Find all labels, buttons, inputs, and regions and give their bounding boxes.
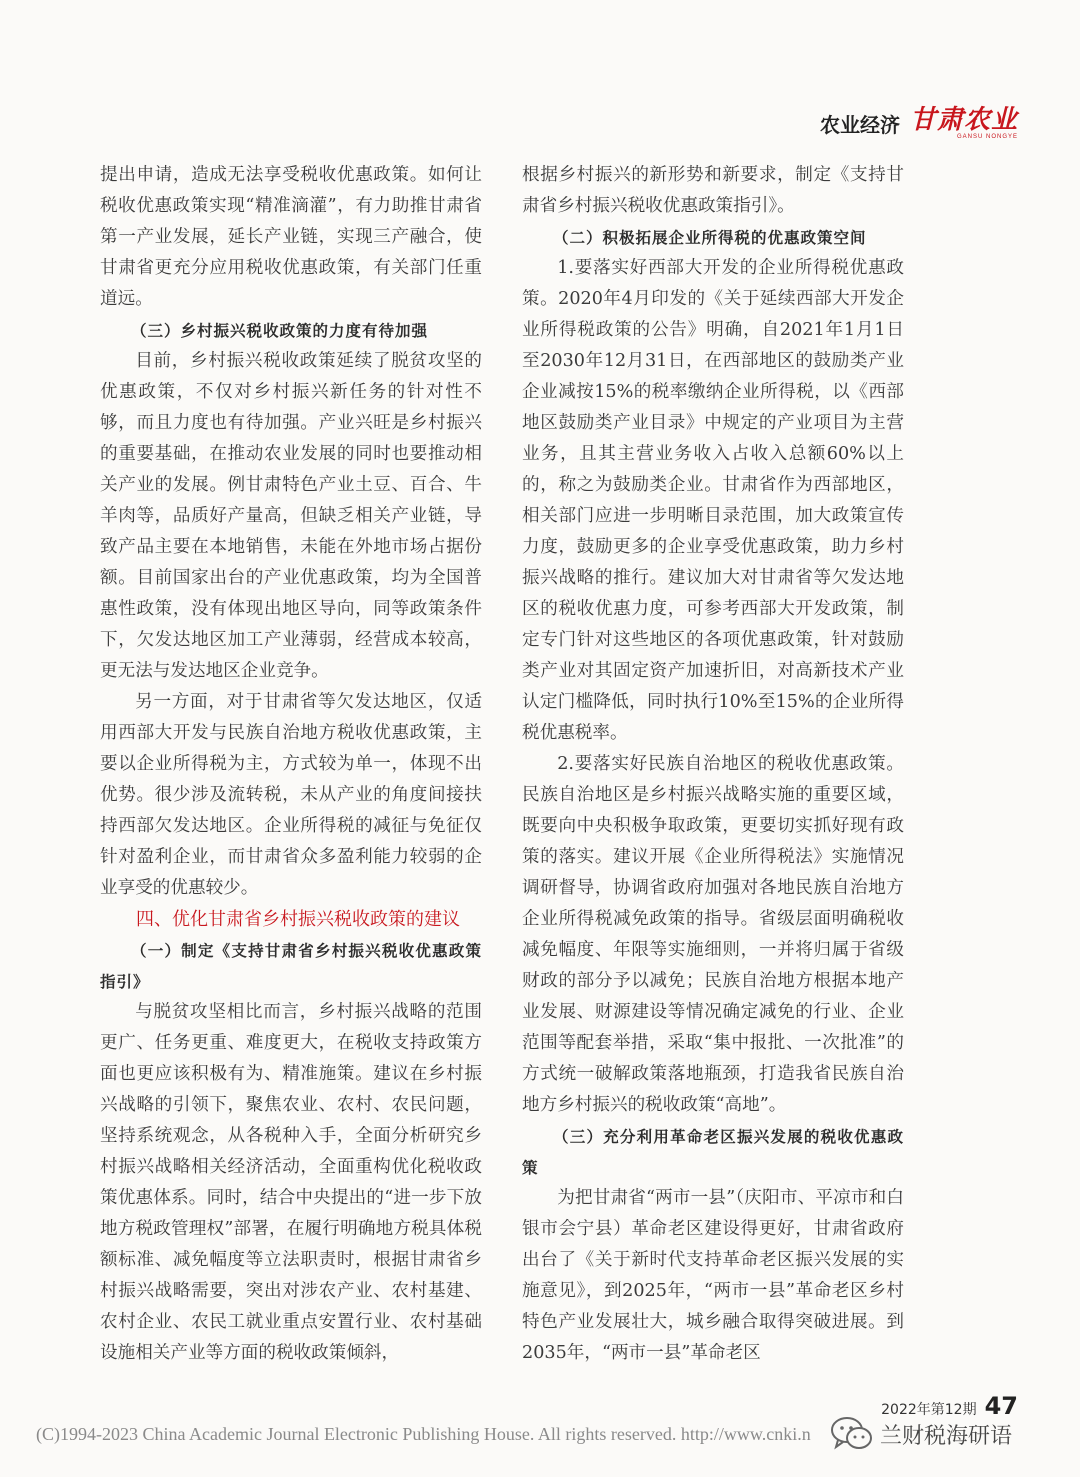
brand-subtitle: GANSU NONGYE [956, 133, 1018, 140]
subsection-heading: （三）充分利用革命老区振兴发展的税收优惠政策 [522, 1127, 904, 1177]
subsection-heading: （三）乡村振兴税收政策的力度有待加强 [131, 321, 429, 340]
copyright-notice: (C)1994-2023 China Academic Journal Electronic Publishing House. All rights reserved. http://www.cnki.n [36, 1424, 811, 1444]
wechat-watermark [830, 1414, 1012, 1454]
paragraph: 目前，乡村振兴税收政策延续了脱贫攻坚的优惠政策，不仅对乡村振兴新任务的针对性不够，而且力度也有待加强。产业兴旺是乡村振兴的重要基础，在推动农业发展的同时也要推动相关产业的发展。例甘肃特色产业土豆、百合、牛羊肉等，品质好产量高，但缺乏相关产业链，导致产品主要在本地销售，未能在外地市场占据份额。目前国家出台的产业优惠政策，均为全国普惠性政策，没有体现出地区导向，同等政策条件下，欠发达地区加工产业薄弱，经营成本较高，更无法与发达地区企业竞争。 [100, 351, 482, 681]
page-number: 47 [984, 1392, 1018, 1420]
wechat-icon [830, 1414, 874, 1454]
subsection-heading: （二）积极拓展企业所得税的优惠政策空间 [553, 228, 867, 247]
brand-name: 甘肃农业 [909, 104, 1018, 135]
section-heading: 四、优化甘肃省乡村振兴税收政策的建议 [136, 909, 460, 930]
paragraph: 1.要落实好西部大开发的企业所得税优惠政策。2020年4月印发的《关于延续西部大开发企业所得税政策的公告》明确，自2021年1月1日至2030年12月31日，在西部地区的鼓励类产业企业减按15%的税率缴纳企业所得税，以《西部地区鼓励类产业目录》中规定的产业项目为主营业务，且其主营业务收入占收入总额60%以上的，称之为鼓励类企业。甘肃省作为西部地区，相关部门应进一步明晰目录范围，加大政策宣传力度，鼓励更多的企业享受优惠政策，助力乡村振兴战略的推行。建议加大对甘肃省等欠发达地区的税收优惠力度，可参考西部大开发政策，制定专门针对这些地区的各项优惠政策，针对鼓励类产业对其固定资产加速折旧，对高新技术产业认定门槛降低，同时执行10%至15%的企业所得税优惠税率。 [522, 258, 904, 743]
brand-logo [909, 104, 1018, 140]
paragraph: 提出申请，造成无法享受税收优惠政策。如何让税收优惠政策实现“精准滴灌”，有力助推甘肃省第一产业发展，延长产业链，实现三产融合，使甘肃省更充分应用税收优惠政策，有关部门任重道远。 [100, 165, 482, 309]
right-column [522, 160, 904, 1369]
paragraph: 根据乡村振兴的新形势和新要求，制定《支持甘肃省乡村振兴税收优惠政策指引》。 [522, 165, 904, 216]
paragraph: 2.要落实好民族自治地区的税收优惠政策。民族自治地区是乡村振兴战略实施的重要区域，既要向中央积极争取政策，更要切实抓好现有政策的落实。建议开展《企业所得税法》实施情况调研督导，协调省政府加强对各地民族自治地方企业所得税减免政策的指导。省级层面明确税收减免幅度、年限等实施细则，一并将归属于省级财政的部分予以减免；民族自治地方根据本地产业发展、财源建设等情况确定减免的行业、企业范围等配套举措，采取“集中报批、一次批准”的方式统一破解政策落地瓶颈，打造我省民族自治地方乡村振兴的税收政策“高地”。 [522, 754, 904, 1115]
left-column [100, 160, 482, 1369]
issue-label: 2022年第12期 [881, 1402, 977, 1418]
paragraph: 与脱贫攻坚相比而言，乡村振兴战略的范围更广、任务更重、难度更大，在税收支持政策方面也更应该积极有为、精准施策。建议在乡村振兴战略的引领下，聚焦农业、农村、农民问题，坚持系统观念，从各税种入手，全面分析研究乡村振兴战略相关经济活动，全面重构优化税收政策优惠体系。同时，结合中央提出的“进一步下放地方税政管理权”部署，在履行明确地方税具体税额标准、减免幅度等立法职责时，根据甘肃省乡村振兴战略需要，突出对涉农产业、农村基建、农村企业、农民工就业重点安置行业、农村基础设施相关产业等方面的税收政策倾斜， [100, 1002, 482, 1363]
section-label: 农业经济 [819, 112, 900, 137]
page-header [820, 103, 1018, 143]
subsection-heading: （一）制定《支持甘肃省乡村振兴税收优惠政策指引》 [100, 941, 482, 991]
paragraph: 为把甘肃省“两市一县”（庆阳市、平凉市和白银市会宁县）革命老区建设得更好，甘肃省政府出台了《关于新时代支持革命老区振兴发展的实施意见》，到2025年，“两市一县”革命老区乡村特色产业发展壮大，城乡融合取得突破进展。到2035年，“两市一县”革命老区 [522, 1188, 904, 1363]
watermark-text: 兰财税海研语 [880, 1423, 1013, 1449]
paragraph: 另一方面，对于甘肃省等欠发达地区，仅适用西部大开发与民族自治地方税收优惠政策，主要以企业所得税为主，方式较为单一，体现不出优势。很少涉及流转税，未从产业的角度间接扶持西部欠发达地区。企业所得税的减征与免征仅针对盈利企业，而甘肃省众多盈利能力较弱的企业享受的优惠较少。 [100, 692, 482, 898]
